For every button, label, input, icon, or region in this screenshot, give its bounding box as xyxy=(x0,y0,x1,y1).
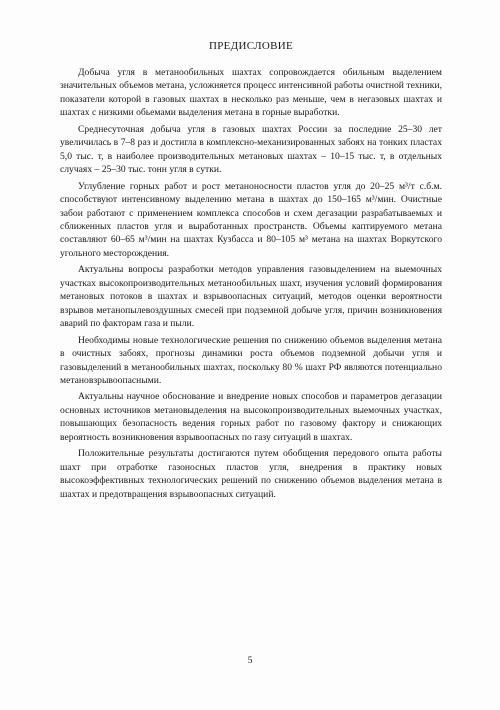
paragraph-7: Положительные результаты достигаются путем обобщения передового опыта работы шахт при отработке газоносных пластов угля, внедрения в практику новых высокоэффективных технологических решений по снижению объемов выделения метана в шахтах и предотвращения взрывоопасных ситуаций. xyxy=(60,448,442,500)
paragraph-3: Углубление горных работ и рост метаноносности пластов угля до 20–25 м³/т с.б.м. способствуют интенсивному выделению метана в шахтах до 150–165 м³/мин. Очистные забои работают с применением комплекса способов и схем дегазации разрабатываемых и сближенных пластов угля и выработанных пространств. Объемы каптируемого метана составляют 60–65 м³/мин на шахтах Кузбасса и 80–105 м³ метана на шахтах Воркутского угольного месторождения. xyxy=(60,180,442,259)
paragraph-1: Добыча угля в метанообильных шахтах сопровождается обильным выделением значительных объемов метана, усложняется процесс интенсивной работы очистной техники, показатели которой в газовых шахтах в несколько раз меньше, чем в негазовых шахтах и шахтах с низкими обьемами выделения метана в горные выработки. xyxy=(60,67,442,119)
page-number: 5 xyxy=(247,655,253,666)
paragraph-5: Необходимы новые технологические решения по снижению объемов выделения метана в очистных забоях, прогнозы динамики роста объемов подземной добычи угля и газовыделений в метанообильных шахтах, поскольку 80 % шахт РФ являются потенциально метановзрывоопасными. xyxy=(60,334,442,386)
paragraph-2: Среднесуточная добыча угля в газовых шахтах России за последние 25–30 лет увеличилась в 7–8 раз и достигла в комплексно-механизированных забоях на тонких пластах 5,0 тыс. т, в наиболее производительных метановых шахтах – 10–15 тыс. т, в отдельных случаях – 25–30 тыс. тонн угля в сутки. xyxy=(60,123,442,176)
paragraph-6: Актуальны научное обоснование и внедрение новых способов и параметров дегазации основных источников метановыделения на высокопроизводительных выемочных участках, повышающих безопасность ведения горных работ по газовому фактору и снижающих вероятность возникновения взрывоопасных по газу ситуаций в шахтах. xyxy=(60,391,442,443)
page-title: ПРЕДИСЛОВИЕ xyxy=(209,40,293,52)
paragraph-4: Актуальны вопросы разработки методов управления газовыделением на выемочных участках высокопроизводительных метанообильных шахт, изучения условий формирования метановых потоков в шахтах и взрывоопасных ситуаций, методов оценки вероятности взрывов метанопылевоздушных смесей при подземной добыче угля, причин возникновения аварий по факторам газа и пыли. xyxy=(60,264,442,330)
page-content xyxy=(60,40,442,504)
